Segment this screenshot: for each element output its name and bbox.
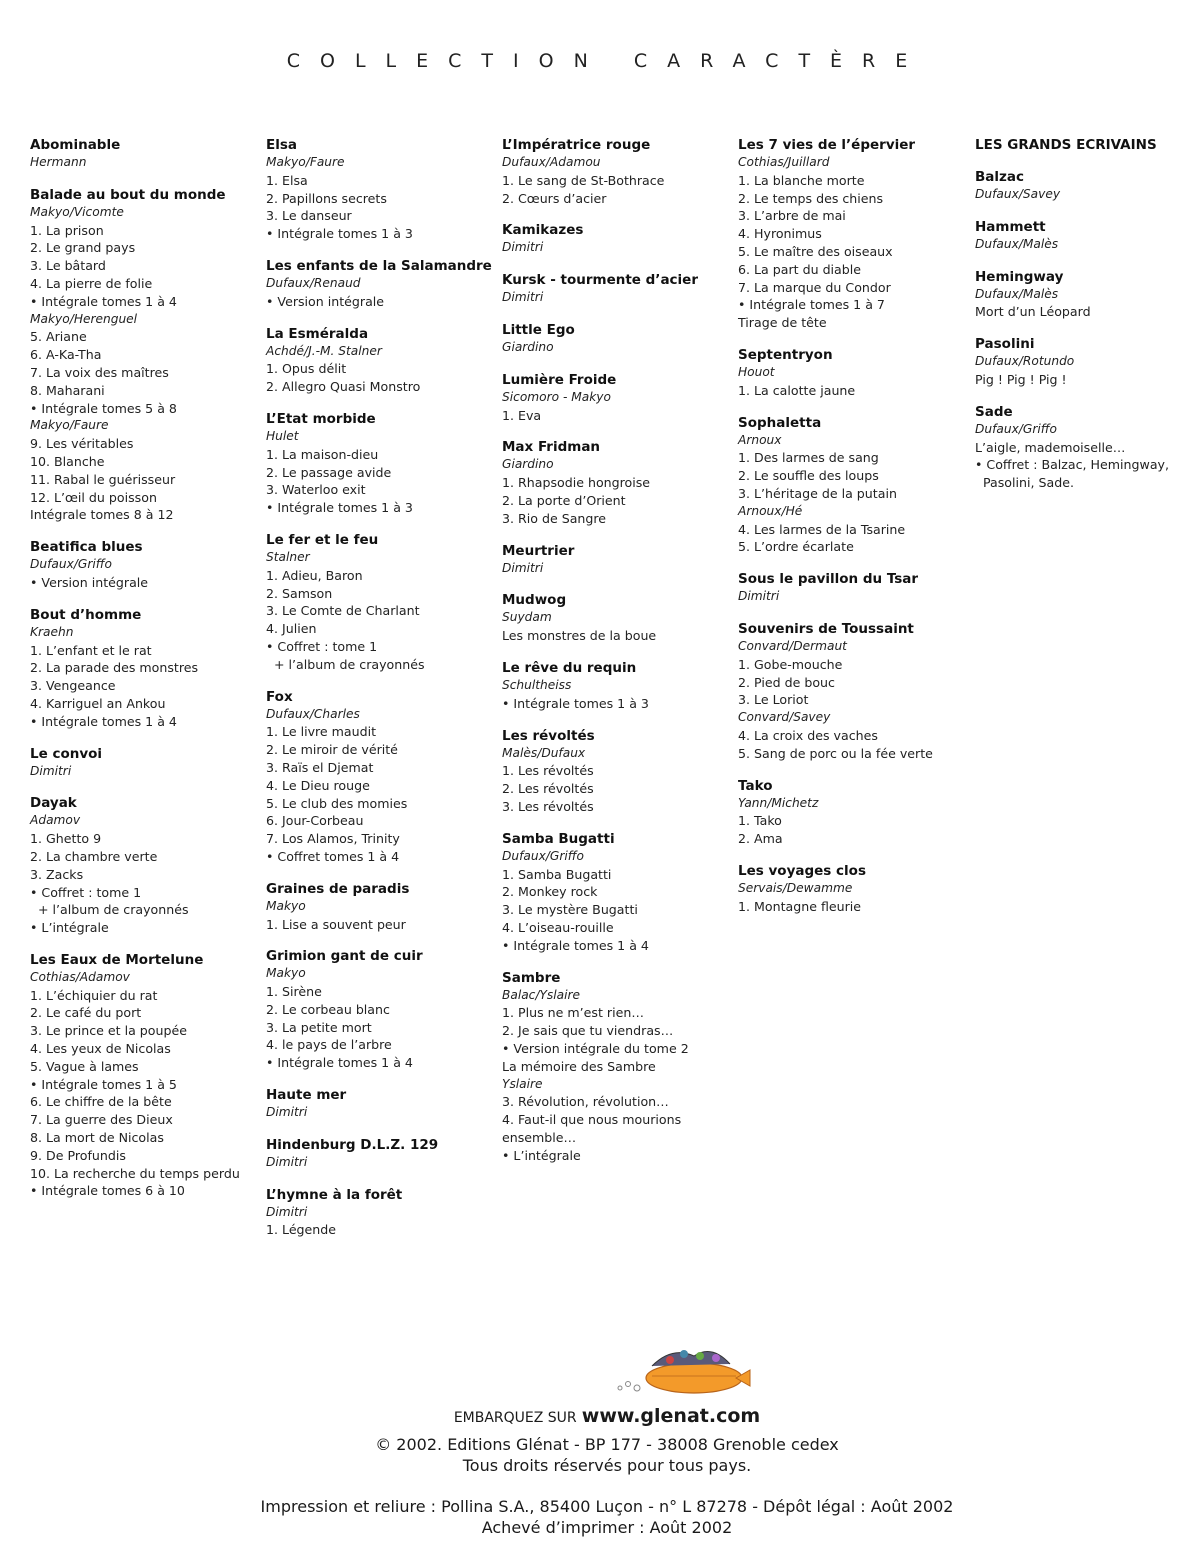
series-authors: Dufaux/Griffo (30, 557, 113, 572)
series-entry (266, 880, 492, 934)
volume-line: 3. Le bâtard (30, 258, 106, 274)
series-title: Balzac (975, 169, 1024, 185)
volume-line: 5. Ariane (30, 329, 87, 345)
volume-line: Les monstres de la boue (502, 628, 657, 644)
volume-line: 1. Gobe-mouche (738, 656, 843, 672)
series-title: Les 7 vies de l’épervier (738, 137, 916, 153)
series-entry (502, 542, 698, 578)
series-authors: Dimitri (738, 589, 780, 604)
series-authors: Adamov (30, 813, 81, 828)
series-authors: Cothias/Juillard (738, 155, 830, 169)
volume-line: 2. Je sais que tu viendras… (502, 1023, 674, 1039)
series-authors: Suydam (502, 610, 552, 625)
volume-line: 2. Le café du port (30, 1005, 142, 1021)
airship-logo-icon (612, 1342, 752, 1402)
series-entry (266, 531, 492, 674)
volume-line: Tirage de tête (738, 315, 827, 331)
volume-line: 3. Rio de Sangre (502, 510, 607, 526)
volume-line: Pasolini, Sade. (983, 475, 1074, 491)
volume-line: 7. La marque du Condor (738, 279, 891, 295)
series-title: Beatifica blues (30, 539, 143, 556)
series-entry (30, 745, 240, 781)
series-title: Sambre (502, 969, 561, 986)
volume-line: 1. Montagne fleurie (738, 898, 862, 914)
series-authors: Convard/Dermaut (738, 638, 847, 653)
volume-line: 3. La petite mort (266, 1019, 372, 1035)
volume-line: 3. Le danseur (266, 208, 352, 224)
series-authors: Dimitri (30, 763, 72, 778)
volume-line: 1. La maison-dieu (266, 446, 379, 462)
series-authors: Yslaire (502, 1076, 543, 1091)
series-entry (266, 136, 492, 243)
volume-line: 1. Elsa (266, 172, 308, 188)
volume-line: 2. Les révoltés (502, 781, 594, 797)
volume-line: • Version intégrale du tome 2 (502, 1040, 689, 1056)
volume-line: 3. Le Comte de Charlant (266, 603, 420, 619)
volume-line: La mémoire des Sambre (502, 1058, 656, 1074)
series-authors: Houot (738, 364, 775, 379)
series-authors: Achdé/J.-M. Stalner (266, 343, 382, 358)
series-title: Grimion gant de cuir (266, 948, 423, 965)
series-authors: Dimitri (266, 1204, 308, 1219)
series-entry (502, 438, 698, 527)
volume-line: 4. La pierre de folie (30, 275, 153, 291)
volume-line: + l’album de crayonnés (274, 656, 425, 672)
volume-line: 3. Waterloo exit (266, 482, 366, 498)
series-authors: Schultheiss (502, 677, 572, 692)
series-authors: Stalner (266, 549, 310, 564)
series-title: Hammett (975, 218, 1046, 235)
volume-line: 1. La blanche morte (738, 172, 865, 188)
volume-line: 1. Ghetto 9 (30, 831, 102, 847)
series-authors: Yann/Michetz (738, 795, 819, 810)
series-title: Hindenburg D.L.Z. 129 (266, 1136, 439, 1153)
volume-line: 1. Lise a souvent peur (266, 916, 406, 932)
series-entry (502, 591, 698, 645)
volume-line: 2. Ama (738, 831, 783, 847)
series-authors: Hermann (30, 155, 87, 169)
series-authors: Dimitri (502, 560, 544, 575)
volume-line: 9. De Profundis (30, 1147, 126, 1163)
series-title: Souvenirs de Toussaint (738, 620, 914, 637)
volume-line: 2. Le temps des chiens (738, 190, 884, 206)
volume-line: 2. La chambre verte (30, 848, 158, 864)
series-title: Le convoi (30, 745, 103, 762)
collection-heading: COLLECTION CARACTÈRE (286, 50, 928, 72)
volume-line: 1. Tako (738, 813, 782, 829)
volume-line: 2. Le corbeau blanc (266, 1001, 390, 1017)
series-title: Little Ego (502, 321, 575, 338)
series-authors: Hulet (266, 428, 299, 443)
volume-line: 1. La calotte jaune (738, 382, 856, 398)
volume-line: 1. L’enfant et le rat (30, 642, 152, 658)
volume-line: 4. Les larmes de la Tsarine (738, 521, 906, 537)
volume-line: 1. Des larmes de sang (738, 450, 879, 466)
series-entry (30, 136, 240, 172)
volume-line: 5. Sang de porc ou la fée verte (738, 745, 933, 761)
series-title: Tako (738, 777, 773, 794)
volume-line: • Intégrale tomes 1 à 3 (266, 500, 413, 516)
volume-line: • Intégrale tomes 6 à 10 (30, 1183, 185, 1199)
volume-line: 6. Jour-Corbeau (266, 813, 364, 829)
volume-line: • L’intégrale (30, 920, 109, 936)
volume-line: 2. La parade des monstres (30, 660, 199, 676)
series-entry (975, 268, 1169, 322)
series-authors: Dufaux/Malès (975, 286, 1059, 301)
volume-line: 2. Le miroir de vérité (266, 742, 398, 758)
series-title: Les enfants de la Salamandre (266, 257, 492, 274)
series-authors: Dufaux/Rotundo (975, 354, 1075, 369)
series-title: Les voyages clos (738, 862, 866, 879)
volume-line: 7. La voix des maîtres (30, 364, 169, 380)
series-title: Sophaletta (738, 414, 822, 431)
volume-line: 1. Légende (266, 1222, 337, 1238)
series-title: Haute mer (266, 1087, 347, 1104)
series-authors: Makyo (266, 898, 306, 913)
volume-line: 11. Rabal le guérisseur (30, 471, 176, 487)
series-title: Sade (975, 403, 1013, 420)
volume-line: 2. Samson (266, 585, 333, 601)
series-authors: Malès/Dufaux (502, 745, 586, 760)
series-authors: Arnoux (738, 432, 782, 447)
series-authors: Servais/Dewamme (738, 880, 853, 895)
volume-line: • Intégrale tomes 1 à 4 (266, 1055, 413, 1071)
volume-line: 1. Rhapsodie hongroise (502, 475, 651, 491)
catalog-column-5 (975, 136, 1169, 506)
volume-line: 2. Monkey rock (502, 884, 598, 900)
series-authors: Dimitri (266, 1105, 308, 1120)
section-heading: LES GRANDS ECRIVAINS (975, 137, 1157, 153)
series-authors: Dufaux/Malès (975, 236, 1059, 251)
volume-line: 4. Julien (266, 621, 317, 637)
series-title: Sous le pavillon du Tsar (738, 571, 919, 588)
series-title: Samba Bugatti (502, 830, 615, 847)
volume-line: + l’album de crayonnés (38, 902, 189, 918)
volume-line: Pig ! Pig ! Pig ! (975, 371, 1067, 387)
series-authors: Makyo/Faure (266, 155, 345, 169)
volume-line: 2. La porte d’Orient (502, 492, 626, 508)
series-entry (975, 335, 1169, 389)
series-entry (266, 1186, 492, 1240)
series-authors: Dufaux/Charles (266, 706, 360, 721)
series-authors: Makyo/Vicomte (30, 204, 124, 219)
volume-line: • Coffret : tome 1 (266, 638, 378, 654)
series-title: L’hymne à la forêt (266, 1186, 403, 1203)
catalog-column-3 (502, 136, 698, 1178)
volume-line: 7. Los Alamos, Trinity (266, 831, 400, 847)
volume-line: 1. Adieu, Baron (266, 567, 363, 583)
volume-line: 10. Blanche (30, 453, 105, 469)
volume-line: ensemble… (502, 1129, 577, 1145)
volume-line: 8. La mort de Nicolas (30, 1130, 164, 1146)
volume-line: 1. Sirène (266, 984, 322, 1000)
series-authors: Balac/Yslaire (502, 987, 581, 1002)
volume-line: 2. Cœurs d’acier (502, 190, 607, 206)
volume-line: • Intégrale tomes 1 à 5 (30, 1076, 177, 1092)
series-title: L’Impératrice rouge (502, 137, 651, 153)
volume-line: 5. Le club des momies (266, 795, 408, 811)
series-title: Mudwog (502, 592, 567, 609)
series-title: Le rêve du requin (502, 659, 637, 676)
volume-line: 3. L’héritage de la putain (738, 485, 897, 501)
series-title: Graines de paradis (266, 880, 410, 897)
volume-line: 3. Raïs el Djemat (266, 759, 374, 775)
volume-line: 9. Les véritables (30, 436, 134, 452)
series-authors: Makyo/Herenguel (30, 311, 138, 326)
series-authors: Kraehn (30, 624, 74, 639)
series-entry (502, 371, 698, 425)
series-title: Max Fridman (502, 439, 601, 456)
series-entry (738, 862, 933, 916)
volume-line: 1. Le livre maudit (266, 724, 377, 740)
series-entry (266, 257, 492, 311)
volume-line: 1. Les révoltés (502, 763, 594, 779)
volume-line: Intégrale tomes 8 à 12 (30, 507, 174, 523)
achieved-printing-text: Achevé d’imprimer : Août 2002 (481, 1518, 733, 1537)
volume-line: 2. Le passage avide (266, 464, 392, 480)
series-title: Le fer et le feu (266, 531, 379, 548)
volume-line: • Coffret : Balzac, Hemingway, (975, 457, 1169, 473)
website-line (0, 1406, 1184, 1429)
series-entry (266, 325, 492, 396)
volume-line: • Intégrale tomes 1 à 4 (30, 713, 177, 729)
volume-line: 5. L’ordre écarlate (738, 539, 854, 555)
volume-line: • Intégrale tomes 1 à 7 (738, 297, 885, 313)
copyright-text: © 2002. Editions Glénat - BP 177 - 38008 Grenoble cedex (375, 1435, 839, 1454)
series-entry (502, 321, 698, 357)
volume-line: 2. Allegro Quasi Monstro (266, 379, 421, 395)
series-entry (738, 620, 933, 763)
series-authors: Dufaux/Griffo (975, 421, 1058, 436)
series-title: Abominable (30, 137, 121, 153)
series-entry (975, 168, 1169, 204)
series-authors: Dufaux/Adamou (502, 155, 601, 169)
volume-line: 3. Zacks (30, 866, 84, 882)
volume-line: 8. Maharani (30, 382, 105, 398)
series-entry (30, 794, 240, 937)
series-authors: Giardino (502, 339, 554, 354)
series-title: Lumière Froide (502, 371, 617, 388)
volume-line: 1. Eva (502, 407, 542, 423)
volume-line: 6. La part du diable (738, 261, 862, 277)
series-entry (502, 969, 698, 1165)
volume-line: • Intégrale tomes 5 à 8 (30, 400, 177, 416)
series-title: Les Eaux de Mortelune (30, 951, 204, 968)
series-entry (266, 947, 492, 1072)
volume-line: 10. La recherche du temps perdu (30, 1165, 240, 1181)
volume-line: 4. L’oiseau-rouille (502, 919, 614, 935)
volume-line: • Intégrale tomes 1 à 3 (266, 226, 413, 242)
series-authors: Dimitri (502, 240, 544, 255)
series-title: La Esméralda (266, 325, 369, 342)
series-authors: Giardino (502, 457, 554, 472)
volume-line: 12. L’œil du poisson (30, 489, 157, 505)
series-entry (975, 218, 1169, 254)
volume-line: 6. A-Ka-Tha (30, 347, 102, 363)
series-entry (738, 777, 933, 848)
volume-line: L’aigle, mademoiselle… (975, 439, 1126, 455)
series-authors: Makyo (266, 966, 306, 981)
volume-line: 2. Le souffle des loups (738, 468, 879, 484)
volume-line: 1. Plus ne m’est rien… (502, 1005, 644, 1021)
series-title: Les révoltés (502, 727, 595, 744)
series-authors: Dufaux/Renaud (266, 275, 361, 290)
series-authors: Dimitri (502, 290, 544, 305)
volume-line: 3. Le mystère Bugatti (502, 902, 638, 918)
volume-line: 4. Hyronimus (738, 226, 822, 242)
series-entry (502, 659, 698, 713)
volume-line: 2. Le grand pays (30, 240, 136, 256)
volume-line: • Coffret tomes 1 à 4 (266, 848, 400, 864)
volume-line: 7. La guerre des Dieux (30, 1112, 173, 1128)
volume-line: • Intégrale tomes 1 à 4 (502, 937, 649, 953)
volume-line: 4. le pays de l’arbre (266, 1037, 392, 1053)
series-title: Kamikazes (502, 222, 584, 239)
series-title: Septentryon (738, 346, 833, 363)
volume-line: 1. Opus délit (266, 361, 347, 377)
series-authors: Dimitri (266, 1154, 308, 1169)
series-title: Elsa (266, 137, 297, 153)
series-authors: Makyo/Faure (30, 418, 109, 433)
series-title: Dayak (30, 795, 77, 812)
printing-text: Impression et reliure : Pollina S.A., 85400 Luçon - n° L 87278 - Dépôt légal : Août 2002 (260, 1497, 954, 1516)
volume-line: 3. Révolution, révolution… (502, 1094, 669, 1110)
volume-line: 3. Le Loriot (738, 692, 809, 708)
volume-line: 3. Les révoltés (502, 798, 594, 814)
catalog-column-1 (30, 136, 240, 1214)
volume-line: Mort d’un Léopard (975, 304, 1091, 320)
series-entry (502, 221, 698, 257)
volume-line: • Version intégrale (30, 574, 149, 590)
series-title: Fox (266, 688, 293, 705)
series-authors: Convard/Savey (738, 710, 831, 725)
volume-line: 6. Le chiffre de la bête (30, 1094, 172, 1110)
series-entry (30, 186, 240, 524)
volume-line: 2. Pied de bouc (738, 674, 835, 690)
volume-line: 1. L’échiquier du rat (30, 987, 158, 1003)
volume-line: 5. Le maître des oiseaux (738, 243, 893, 259)
series-authors: Sicomoro - Makyo (502, 389, 611, 404)
website-link[interactable]: www.glenat.com (581, 1405, 761, 1427)
volume-line: 4. Faut-il que nous mourions (502, 1112, 682, 1128)
series-entry (266, 688, 492, 866)
volume-line: • Intégrale tomes 1 à 3 (502, 695, 649, 711)
series-authors: Dufaux/Griffo (502, 848, 585, 863)
series-title: Pasolini (975, 336, 1035, 353)
volume-line: • Version intégrale (266, 293, 385, 309)
volume-line: 1. Samba Bugatti (502, 866, 612, 882)
volume-line: 4. Le Dieu rouge (266, 777, 370, 793)
series-entry (975, 403, 1169, 492)
volume-line: 3. Vengeance (30, 678, 116, 694)
series-entry (738, 414, 933, 557)
volume-line: • Coffret : tome 1 (30, 884, 142, 900)
volume-line: 2. Papillons secrets (266, 190, 387, 206)
volume-line: 1. Le sang de St-Bothrace (502, 172, 665, 188)
series-authors: Dufaux/Savey (975, 187, 1061, 201)
series-entry (266, 1136, 492, 1172)
volume-line: • Intégrale tomes 1 à 4 (30, 293, 177, 309)
rights-text: Tous droits réservés pour tous pays. (462, 1456, 752, 1475)
series-title: L’Etat morbide (266, 410, 376, 427)
volume-line: 3. L’arbre de mai (738, 208, 846, 224)
volume-line: • L’intégrale (502, 1147, 581, 1163)
series-entry (30, 538, 240, 592)
series-entry (502, 136, 698, 207)
series-entry (502, 271, 698, 307)
series-entry (738, 136, 933, 332)
volume-line: 4. Les yeux de Nicolas (30, 1041, 171, 1057)
series-entry (738, 570, 933, 606)
series-entry (738, 346, 933, 400)
series-entry (266, 410, 492, 517)
volume-line: 4. La croix des vaches (738, 727, 878, 743)
series-title: Hemingway (975, 268, 1064, 285)
series-authors: Arnoux/Hé (738, 503, 803, 518)
volume-line: 5. Vague à lames (30, 1058, 139, 1074)
series-title: Meurtrier (502, 542, 575, 559)
series-authors: Cothias/Adamov (30, 969, 130, 984)
volume-line: 3. Le prince et la poupée (30, 1023, 187, 1039)
series-entry (502, 830, 698, 955)
series-title: Kursk - tourmente d’acier (502, 272, 698, 289)
series-entry (975, 136, 1169, 154)
volume-line: 4. Karriguel an Ankou (30, 695, 166, 711)
series-entry (502, 727, 698, 816)
series-title: Balade au bout du monde (30, 186, 226, 203)
catalog-column-4 (738, 136, 933, 930)
volume-line: 1. La prison (30, 222, 104, 238)
website-label: EMBARQUEZ SUR (453, 1410, 577, 1426)
series-entry (266, 1086, 492, 1122)
series-entry (30, 606, 240, 731)
series-title: Bout d’homme (30, 606, 142, 623)
series-entry (30, 951, 240, 1200)
catalog-column-2 (266, 136, 492, 1253)
